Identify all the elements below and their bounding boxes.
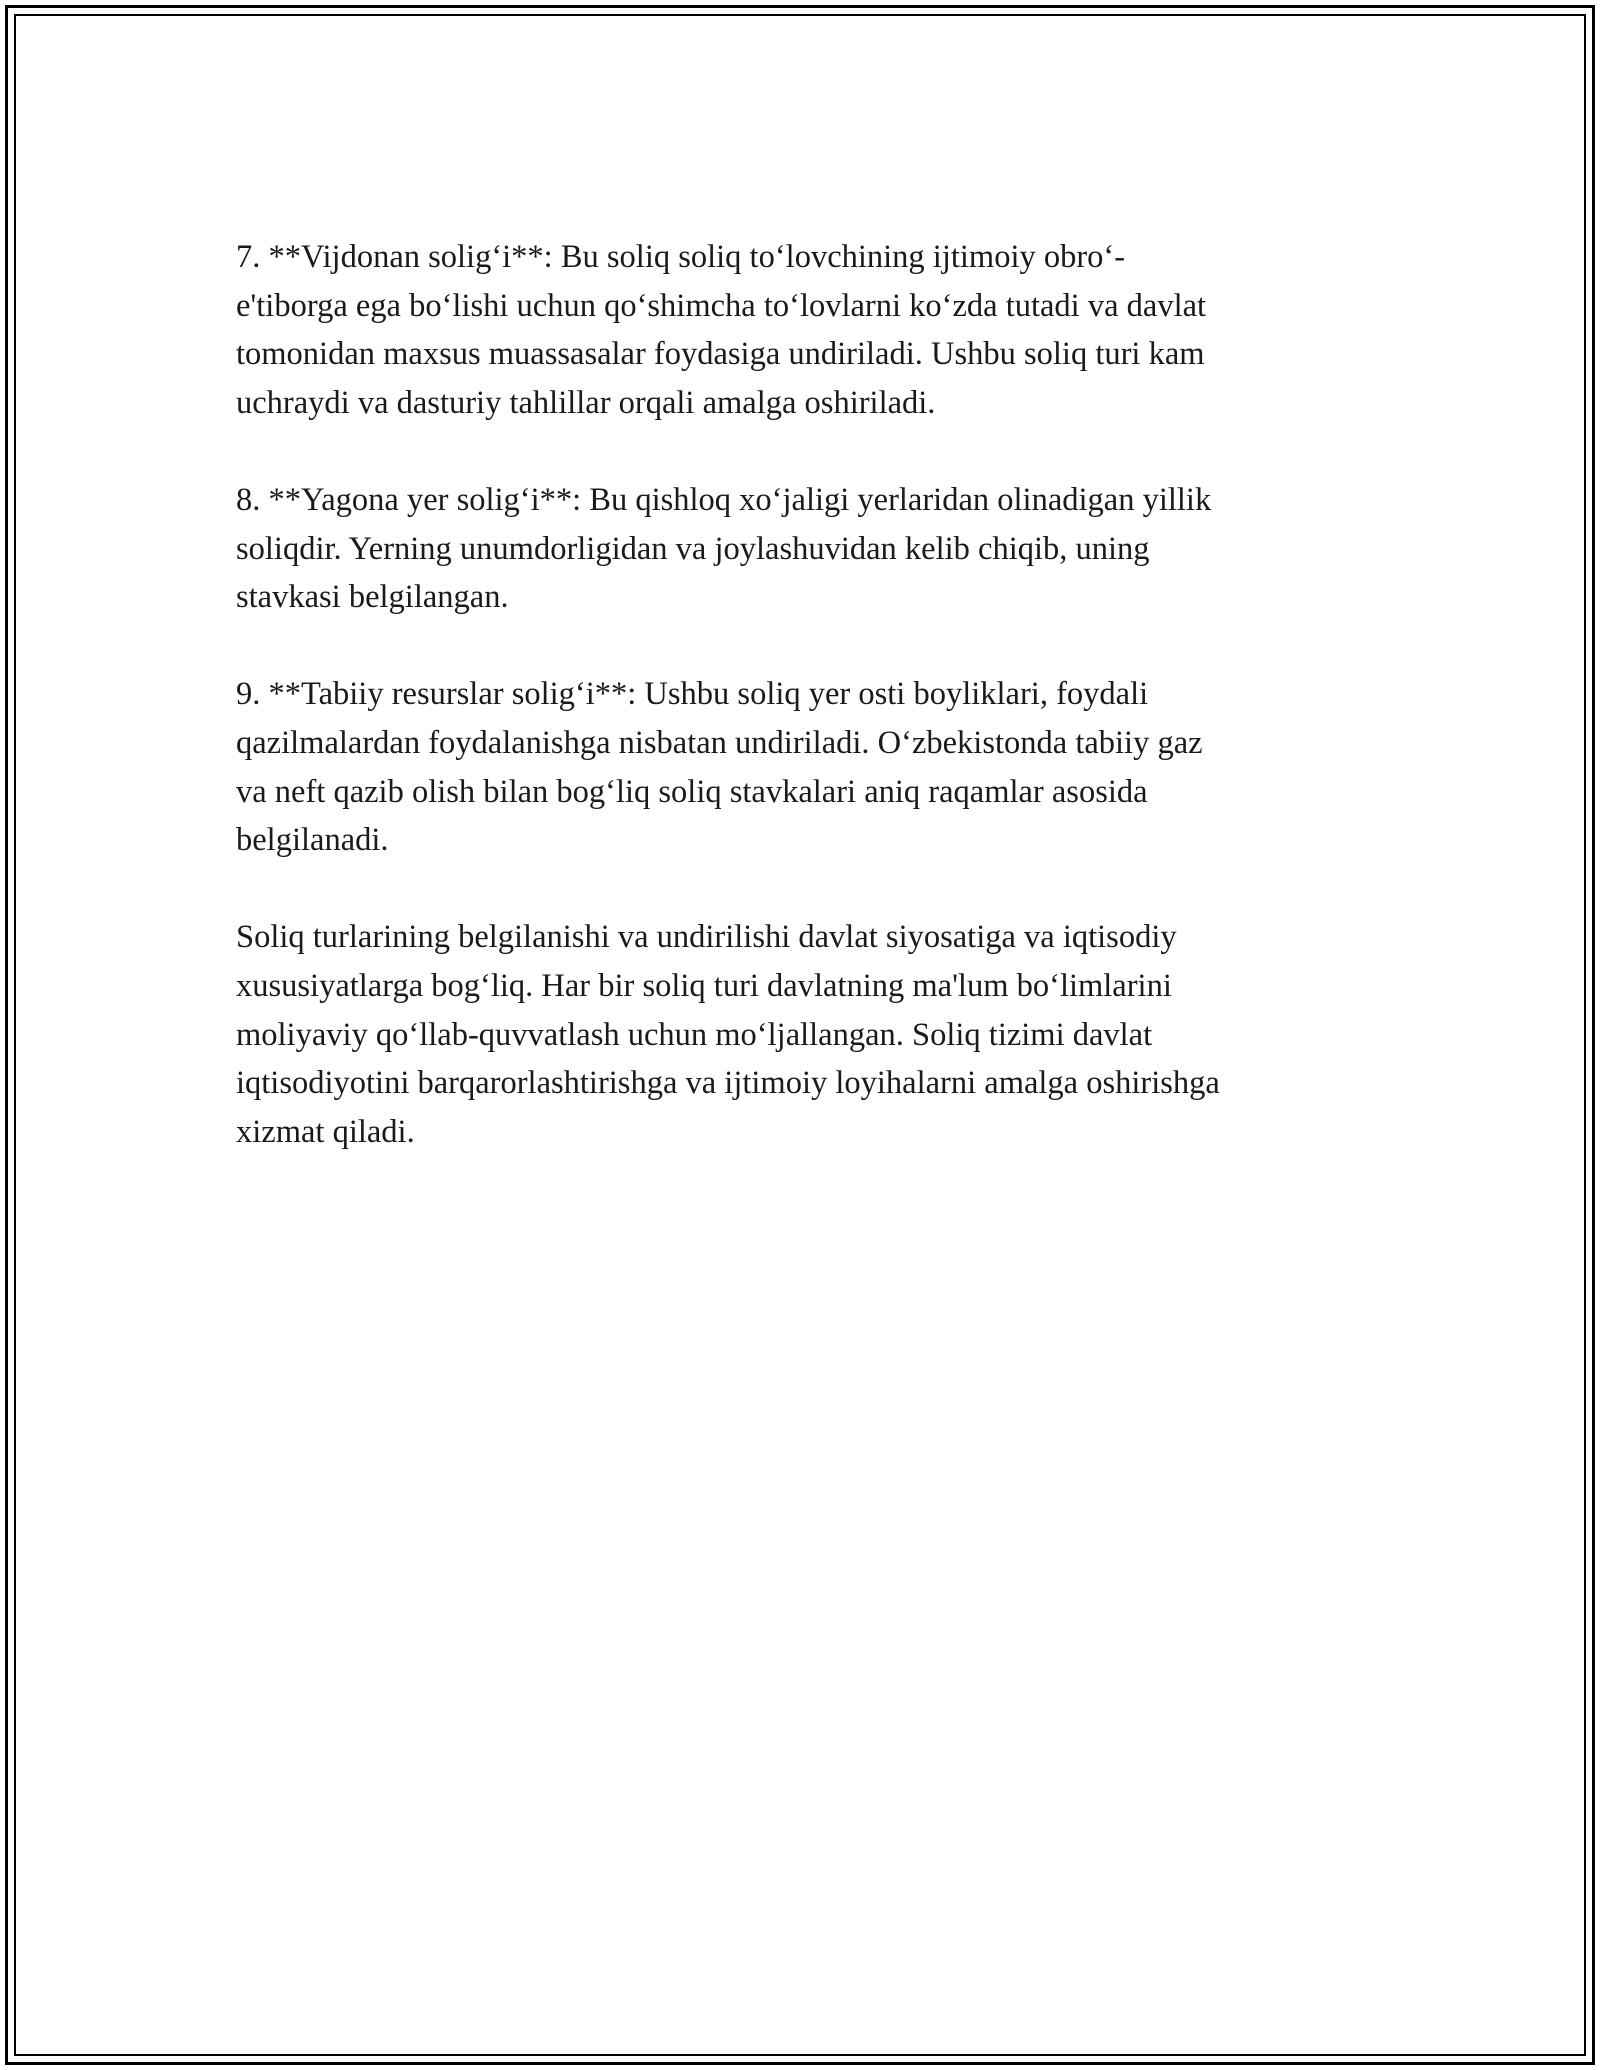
paragraph-vijdonan-soligi: 7. **Vijdonan solig‘i**: Bu soliq soliq to‘lovchining ijtimoiy obro‘- e'tiborga ega bo‘lishi uchun qo‘shimcha to‘lovlarni ko‘zda tutadi va davlat tomonidan maxsus muassasalar foydasiga undiriladi. Ushbu soliq turi kam uchraydi va dasturiy tahlillar orqali amalga oshiriladi. xyxy=(236,239,1207,421)
paragraph-tabiiy-resurslar-soligi: 9. **Tabiiy resurslar solig‘i**: Ushbu soliq yer osti boyliklari, foydali qazilmalardan foydalanishga nisbatan undiriladi. O‘zbekistonda tabiiy gaz va neft qazib olish bilan bog‘liq soliq stavkalari aniq raqamlar asosida belgilanadi. xyxy=(236,676,1203,859)
paragraph-yagona-yer-soligi: 8. **Yagona yer solig‘i**: Bu qishloq xo‘jaligi yerlaridan olinadigan yillik soliqdir. Yerning unumdorligidan va joylashuvidan kelib chiqib, uning stavkasi belgilangan. xyxy=(236,481,1212,616)
paragraph-conclusion: Soliq turlarining belgilanishi va undirilishi davlat siyosatiga va iqtisodiy xususiyatlarga bog‘liq. Har bir soliq turi davlatning ma'lum bo‘limlarini moliyaviy qo‘llab-quvvatlash uchun mo‘ljallangan. Soliq tizimi davlat iqtisodiyotini barqarorlashtirishga va ijtimoiy loyihalarni amalga oshirishga xizmat qiladi. xyxy=(236,919,1220,1150)
document-body xyxy=(236,233,1366,1205)
